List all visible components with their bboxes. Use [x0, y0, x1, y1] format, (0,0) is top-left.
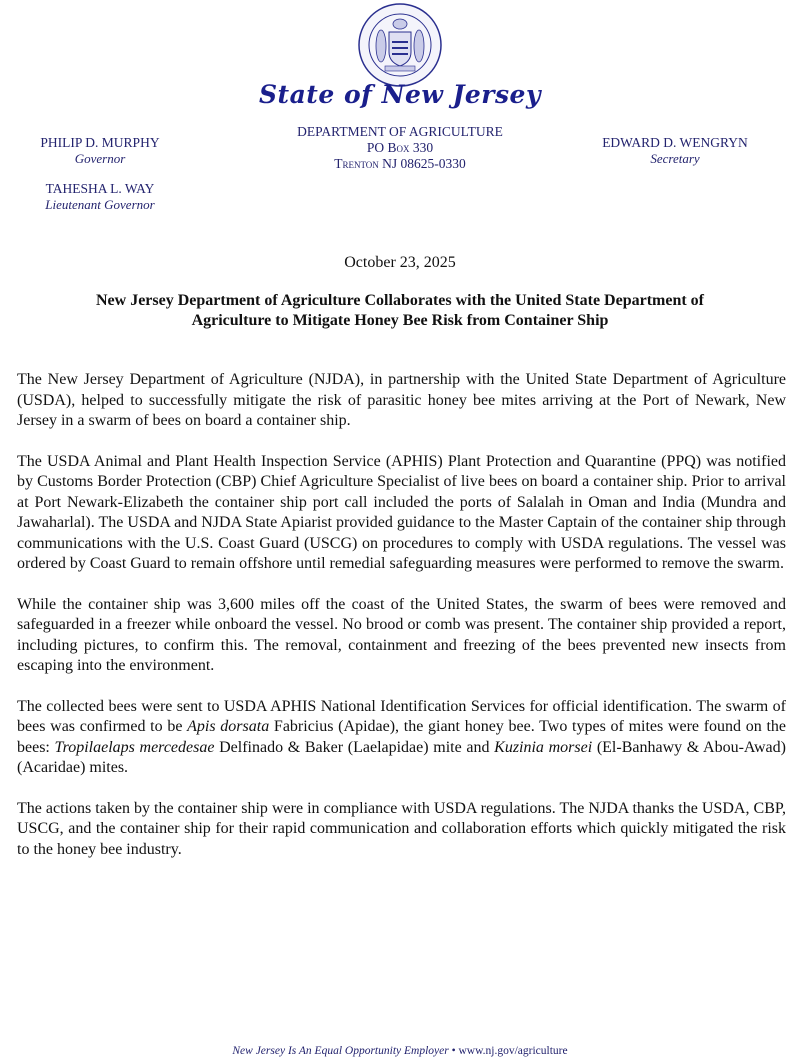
letterhead-left: [20, 135, 180, 213]
eoe-statement: New Jersey Is An Equal Opportunity Employer: [232, 1045, 449, 1057]
footer-separator: •: [448, 1045, 459, 1057]
letterhead-right: [590, 135, 760, 167]
p4-text-b: Fabricius (Apidae), the giant honey bee. Two types of mites were found on the bees:: [17, 718, 787, 756]
paragraph-4: [17, 697, 786, 779]
governor-title: Governor: [74, 151, 126, 166]
po-box: PO Box 330: [366, 140, 434, 155]
species-tropilaelaps: Tropilaelaps mercedesae: [54, 738, 215, 756]
paragraph-1: The New Jersey Department of Agriculture (NJDA), in partnership with the United State Department of Agriculture (USDA), helped to successfully mitigate the risk of parasitic honey bee mites arriving at the Port of Newark, New Jersey in a swarm of bees on board a container ship.: [17, 371, 786, 429]
footer: [0, 1045, 800, 1057]
letterhead-center: [250, 124, 550, 172]
department-name: DEPARTMENT OF AGRICULTURE: [297, 124, 503, 139]
p4-text-a: The collected bees were sent to USDA APHIS National Identification Services for official identification. The swarm of bees was confirmed to be: [17, 697, 786, 735]
species-apis-dorsata: Apis dorsata: [187, 718, 270, 735]
paragraph-3: While the container ship was 3,600 miles off the coast of the United States, the swarm of bees were removed and safeguarded in a freezer while onboard the vessel. No brood or comb was present. The container ship provided a report, including pictures, to confirm this. The removal, containment and freezing of the bees prevented new insects from escaping into the environment.: [17, 595, 786, 674]
secretary-name: EDWARD D. WENGRYN: [602, 135, 748, 150]
governor-name: PHILIP D. MURPHY: [40, 135, 160, 150]
secretary-title: Secretary: [650, 151, 700, 166]
state-title: State of New Jersey: [259, 80, 541, 109]
city-zip: Trenton NJ 08625-0330: [334, 156, 466, 171]
lt-governor-name: TAHESHA L. WAY: [45, 181, 155, 196]
nj-state-seal-icon: [357, 2, 443, 88]
release-date: October 23, 2025: [344, 254, 456, 271]
species-kuzinia: Kuzinia morsei: [494, 738, 593, 756]
paragraph-2: The USDA Animal and Plant Health Inspection Service (APHIS) Plant Protection and Quarantine (PPQ) was notified by Customs Border Protection (CBP) Chief Agriculture Specialist of live bees on board a container ship. Prior to arrival at Port Newark-Elizabeth the container ship port call included the ports of Salalah in Oman and India (Mundra and Jawaharlal). The USDA and NJDA State Apiarist provided guidance to the Master Captain of the container ship through communications with the U.S. Coast Guard (USCG) on procedures to comply with USDA regulations. The vessel was ordered by Coast Guard to remain offshore until remedial safeguarding measures were performed to remove the swarm.: [17, 452, 786, 572]
p4-text-c: Delfinado & Baker (Laelapidae) mite and: [214, 738, 495, 756]
paragraph-5: The actions taken by the container ship were in compliance with USDA regulations. The NJDA thanks the USDA, CBP, USCG, and the container ship for their rapid communication and collaboration efforts which quickly mitigated the risk to the honey bee industry.: [17, 799, 786, 858]
body-text: [17, 370, 786, 880]
headline: New Jersey Department of Agriculture Collaborates with the United State Department of Agriculture to Mitigate Honey Bee Risk from Container Ship: [95, 292, 705, 329]
p4-text-d: (El-Banhawy & Abou-Awad) (Acaridae) mites.: [17, 738, 786, 776]
lt-governor-title: Lieutenant Governor: [45, 197, 155, 212]
footer-url[interactable]: www.nj.gov/agriculture: [458, 1045, 568, 1057]
